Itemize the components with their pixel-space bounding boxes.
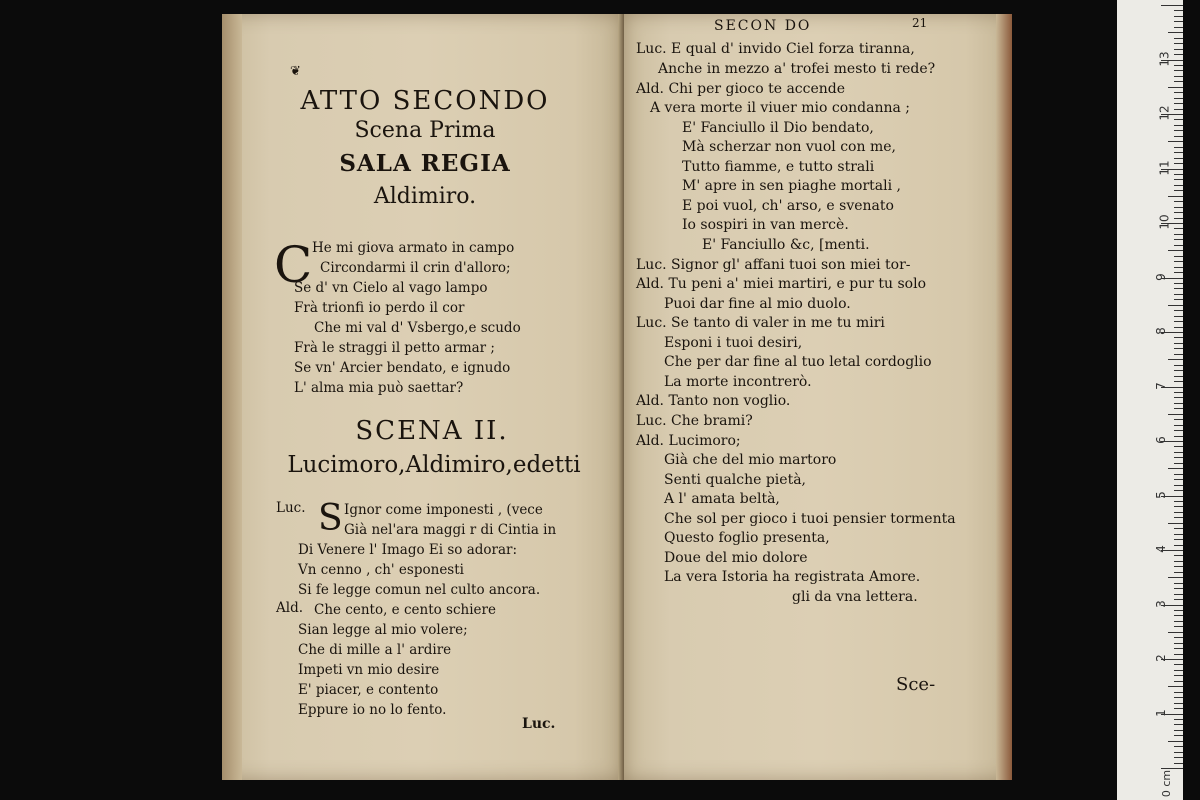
- scene-title: Scena Prima: [354, 118, 496, 143]
- ruler-tick: [1174, 501, 1183, 502]
- act-title: ATTO SECONDO: [300, 86, 550, 116]
- ruler-tick: [1174, 136, 1183, 137]
- ruler-tick: [1174, 452, 1183, 453]
- verse-line: Di Venere l' Imago Ei so adorar:: [298, 542, 518, 558]
- ruler-tick: [1174, 245, 1183, 246]
- ruler-tick: [1174, 158, 1183, 159]
- ruler-tick: [1174, 763, 1183, 764]
- text-line: Puoi dar fine al mio duolo.: [664, 296, 851, 312]
- text-line: Che sol per gioco i tuoi pensier tormenta: [664, 511, 956, 527]
- ruler-number: 9: [1153, 272, 1168, 281]
- ruler-tick: [1174, 228, 1183, 229]
- verse-line: Ignor come imponesti , (vece: [344, 502, 543, 518]
- ruler-tick: [1174, 643, 1183, 644]
- ruler-tick: [1174, 539, 1183, 540]
- ruler-tick: [1174, 65, 1183, 66]
- verse-line: Frà trionfi io perdo il cor: [294, 300, 465, 316]
- verse-line: Si fe legge comun nel culto ancora.: [298, 582, 541, 598]
- ruler-tick: [1174, 212, 1183, 213]
- text-line: Luc. Se tanto di valer in me tu miri: [636, 315, 885, 331]
- text-line: Luc. Che brami?: [636, 413, 753, 429]
- ruler-tick: [1168, 468, 1183, 469]
- ruler-tick: [1168, 87, 1183, 88]
- ruler-tick: [1174, 218, 1183, 219]
- ruler-tick: [1168, 523, 1183, 524]
- catchword: Luc.: [522, 716, 556, 732]
- verse-line: Già nel'ara maggi r di Cintia in: [344, 522, 557, 538]
- ruler-tick: [1174, 474, 1183, 475]
- verse-line: He mi giova armato in campo: [312, 240, 515, 256]
- ruler-tick: [1174, 147, 1183, 148]
- ruler-tick: [1174, 234, 1183, 235]
- ruler-tick: [1174, 692, 1183, 693]
- ruler-tick: [1174, 724, 1183, 725]
- measurement-ruler: [1117, 0, 1183, 800]
- ruler-tick: [1174, 583, 1183, 584]
- verse-line: Se d' vn Cielo al vago lampo: [294, 280, 488, 296]
- text-line: Anche in mezzo a' trofei mesto ti rede?: [658, 61, 936, 77]
- ruler-tick: [1174, 348, 1183, 349]
- text-line: Luc. E qual d' invido Ciel forza tiranna,: [636, 41, 915, 57]
- scene-2-cast: Lucimoro,Aldimiro,edetti: [287, 452, 581, 478]
- ruler-tick: [1174, 664, 1183, 665]
- scene-2-title: SCENA II.: [355, 416, 509, 446]
- ruler-tick: [1174, 517, 1183, 518]
- ruler-tick: [1174, 321, 1183, 322]
- ruler-tick: [1174, 446, 1183, 447]
- text-line: A vera morte il viuer mio condanna ;: [650, 100, 911, 116]
- verse-line: Che mi val d' Vsbergo,e scudo: [314, 320, 521, 336]
- ruler-tick: [1174, 179, 1183, 180]
- ruler-tick: [1174, 719, 1183, 720]
- ruler-tick: [1174, 752, 1183, 753]
- ruler-tick: [1174, 207, 1183, 208]
- ruler-tick: [1174, 294, 1183, 295]
- ruler-tick: [1174, 545, 1183, 546]
- ruler-tick: [1161, 768, 1183, 769]
- text-line: La morte incontrerò.: [664, 374, 812, 390]
- ornament-icon: ❦: [290, 64, 301, 79]
- text-line: E poi vuol, ch' arso, e svenato: [682, 198, 894, 214]
- text-line: E' Fanciullo il Dio bendato,: [682, 120, 874, 136]
- ruler-tick: [1174, 730, 1183, 731]
- ruler-tick: [1174, 512, 1183, 513]
- ruler-tick: [1174, 174, 1183, 175]
- ruler-tick: [1174, 637, 1183, 638]
- verse-line: Vn cenno , ch' esponesti: [298, 562, 464, 578]
- ruler-tick: [1174, 534, 1183, 535]
- ruler-tick: [1174, 21, 1183, 22]
- ruler-tick: [1174, 436, 1183, 437]
- ruler-tick: [1174, 38, 1183, 39]
- text-line: E' Fanciullo &c, [menti.: [702, 237, 870, 253]
- ruler-tick: [1174, 267, 1183, 268]
- ruler-tick: [1174, 735, 1183, 736]
- ruler-number: 8: [1153, 327, 1168, 335]
- text-line: La vera Istoria ha registrata Amore.: [664, 569, 921, 585]
- ruler-number: 6: [1153, 436, 1168, 444]
- ruler-tick: [1174, 457, 1183, 458]
- text-line: Ald. Chi per gioco te accende: [636, 81, 846, 97]
- verse-line: Frà le straggi il petto armar ;: [294, 340, 495, 356]
- ruler-tick: [1174, 109, 1183, 110]
- ruler-tick: [1174, 376, 1183, 377]
- ruler-tick: [1174, 354, 1183, 355]
- ruler-tick: [1174, 381, 1183, 382]
- scene-character: Aldimiro.: [373, 184, 477, 209]
- ruler-tick: [1174, 337, 1183, 338]
- ruler-tick: [1174, 430, 1183, 431]
- ruler-tick: [1174, 70, 1183, 71]
- ruler-number: 2: [1153, 654, 1168, 662]
- ruler-tick: [1174, 76, 1183, 77]
- ruler-tick: [1174, 10, 1183, 11]
- ruler-tick: [1174, 506, 1183, 507]
- ruler-tick: [1174, 648, 1183, 649]
- ruler-tick: [1174, 316, 1183, 317]
- verse-line: Impeti vn mio desire: [298, 662, 440, 678]
- ruler-tick: [1168, 141, 1183, 142]
- ruler-tick: [1161, 5, 1183, 6]
- ruler-tick: [1174, 130, 1183, 131]
- ruler-tick: [1174, 49, 1183, 50]
- drop-cap: C: [274, 236, 313, 294]
- text-line: Luc. Signor gl' affani tuoi son miei tor-: [636, 257, 911, 273]
- text-line: Tutto fiamme, e tutto strali: [682, 159, 875, 175]
- verse-line: Se vn' Arcier bendato, e ignudo: [294, 360, 511, 376]
- catchword: Sce-: [896, 674, 936, 695]
- ruler-number: 3: [1153, 599, 1168, 608]
- ruler-tick: [1174, 81, 1183, 82]
- text-line: Già che del mio martoro: [664, 452, 837, 468]
- ruler-tick: [1174, 365, 1183, 366]
- text-line: Senti qualche pietà,: [664, 472, 806, 488]
- ruler-tick: [1174, 288, 1183, 289]
- ruler-number: 10: [1157, 214, 1172, 230]
- ruler-tick: [1174, 566, 1183, 567]
- ruler-tick: [1174, 185, 1183, 186]
- ruler-tick: [1174, 327, 1183, 328]
- ruler-tick: [1174, 463, 1183, 464]
- open-book: [222, 14, 1014, 780]
- ruler-number: 4: [1153, 545, 1168, 553]
- ruler-tick: [1174, 594, 1183, 595]
- ruler-tick: [1174, 119, 1183, 120]
- ruler-tick: [1174, 299, 1183, 300]
- ruler-number: 5: [1153, 490, 1168, 499]
- ruler-tick: [1174, 283, 1183, 284]
- verse-line: Che cento, e cento schiere: [314, 602, 496, 618]
- speaker-luc: Luc.: [276, 500, 306, 516]
- text-line: A l' amata beltà,: [664, 491, 780, 507]
- ruler-tick: [1168, 686, 1183, 687]
- text-line: Esponi i tuoi desiri,: [664, 335, 803, 351]
- ruler-unit-label: 0 cm: [1160, 769, 1174, 798]
- ruler-tick: [1168, 577, 1183, 578]
- text-line: Doue del mio dolore: [664, 550, 808, 566]
- ruler-tick: [1174, 555, 1183, 556]
- running-header: SECON DO: [714, 18, 812, 34]
- ruler-number: 11: [1157, 159, 1172, 176]
- ruler-number: 13: [1157, 50, 1172, 67]
- ruler-tick: [1174, 626, 1183, 627]
- ruler-tick: [1174, 599, 1183, 600]
- ruler-tick: [1174, 588, 1183, 589]
- verse-line: Che di mille a l' ardire: [298, 642, 452, 658]
- ruler-tick: [1174, 419, 1183, 420]
- ruler-tick: [1174, 757, 1183, 758]
- ruler-tick: [1174, 239, 1183, 240]
- verse-line: E' piacer, e contento: [298, 682, 439, 698]
- ruler-tick: [1168, 741, 1183, 742]
- ruler-tick: [1174, 746, 1183, 747]
- ruler-number: 7: [1153, 381, 1168, 390]
- ruler-tick: [1168, 250, 1183, 251]
- ruler-tick: [1168, 632, 1183, 633]
- scene-location: SALA REGIA: [339, 150, 511, 177]
- drop-cap: S: [318, 498, 343, 539]
- ruler-tick: [1174, 479, 1183, 480]
- text-line: Ald. Tanto non voglio.: [636, 393, 791, 409]
- ruler-tick: [1168, 32, 1183, 33]
- ruler-tick: [1174, 670, 1183, 671]
- speaker-ald: Ald.: [276, 600, 303, 616]
- text-line: Ald. Tu peni a' miei martiri, e pur tu solo: [636, 276, 927, 292]
- verse-line: Eppure io no lo fento.: [298, 702, 447, 718]
- page-number: 21: [912, 16, 928, 30]
- ruler-tick: [1174, 125, 1183, 126]
- text-line: Io sospiri in van mercè.: [682, 217, 849, 233]
- ruler-tick: [1174, 256, 1183, 257]
- ruler-tick: [1174, 572, 1183, 573]
- ruler-tick: [1174, 697, 1183, 698]
- ruler-tick: [1174, 681, 1183, 682]
- ruler-tick: [1174, 201, 1183, 202]
- ruler-number: 1: [1153, 708, 1168, 717]
- ruler-tick: [1174, 403, 1183, 404]
- ruler-tick: [1174, 615, 1183, 616]
- ruler-tick: [1174, 675, 1183, 676]
- ruler-tick: [1174, 703, 1183, 704]
- ruler-tick: [1174, 43, 1183, 44]
- ruler-tick: [1174, 397, 1183, 398]
- ruler-tick: [1174, 408, 1183, 409]
- text-line: M' apre in sen piaghe mortali ,: [682, 178, 901, 194]
- verse-line: Circondarmi il crin d'alloro;: [320, 260, 511, 276]
- ruler-tick: [1174, 621, 1183, 622]
- ruler-tick: [1174, 310, 1183, 311]
- ruler-number: 12: [1157, 105, 1172, 121]
- ruler-tick: [1174, 272, 1183, 273]
- ruler-tick: [1174, 103, 1183, 104]
- ruler-tick: [1174, 490, 1183, 491]
- ruler-tick: [1174, 54, 1183, 55]
- text-line: gli da vna lettera.: [792, 589, 918, 605]
- ruler-tick: [1174, 392, 1183, 393]
- ruler-tick: [1174, 528, 1183, 529]
- ruler-tick: [1174, 485, 1183, 486]
- text-line: Questo foglio presenta,: [664, 530, 830, 546]
- text-line: Ald. Lucimoro;: [636, 433, 741, 449]
- ruler-tick: [1174, 92, 1183, 93]
- ruler-tick: [1174, 190, 1183, 191]
- ruler-tick: [1168, 196, 1183, 197]
- ruler-tick: [1168, 414, 1183, 415]
- ruler-tick: [1174, 16, 1183, 17]
- ruler-tick: [1174, 98, 1183, 99]
- ruler-tick: [1174, 425, 1183, 426]
- ruler-tick: [1174, 654, 1183, 655]
- ruler-tick: [1174, 261, 1183, 262]
- verse-line: Sian legge al mio volere;: [298, 622, 468, 638]
- ruler-tick: [1174, 343, 1183, 344]
- ruler-tick: [1174, 152, 1183, 153]
- ruler-tick: [1174, 370, 1183, 371]
- ruler-tick: [1174, 708, 1183, 709]
- right-page: [624, 14, 1012, 780]
- left-page: [222, 14, 622, 780]
- ruler-tick: [1168, 305, 1183, 306]
- ruler-tick: [1168, 359, 1183, 360]
- ruler-tick: [1174, 610, 1183, 611]
- text-line: Che per dar fine al tuo letal cordoglio: [664, 354, 932, 370]
- ruler-tick: [1174, 163, 1183, 164]
- ruler-tick: [1174, 561, 1183, 562]
- ruler-tick: [1174, 27, 1183, 28]
- verse-line: L' alma mia può saettar?: [294, 380, 464, 396]
- text-line: Mà scherzar non vuol con me,: [682, 139, 896, 155]
